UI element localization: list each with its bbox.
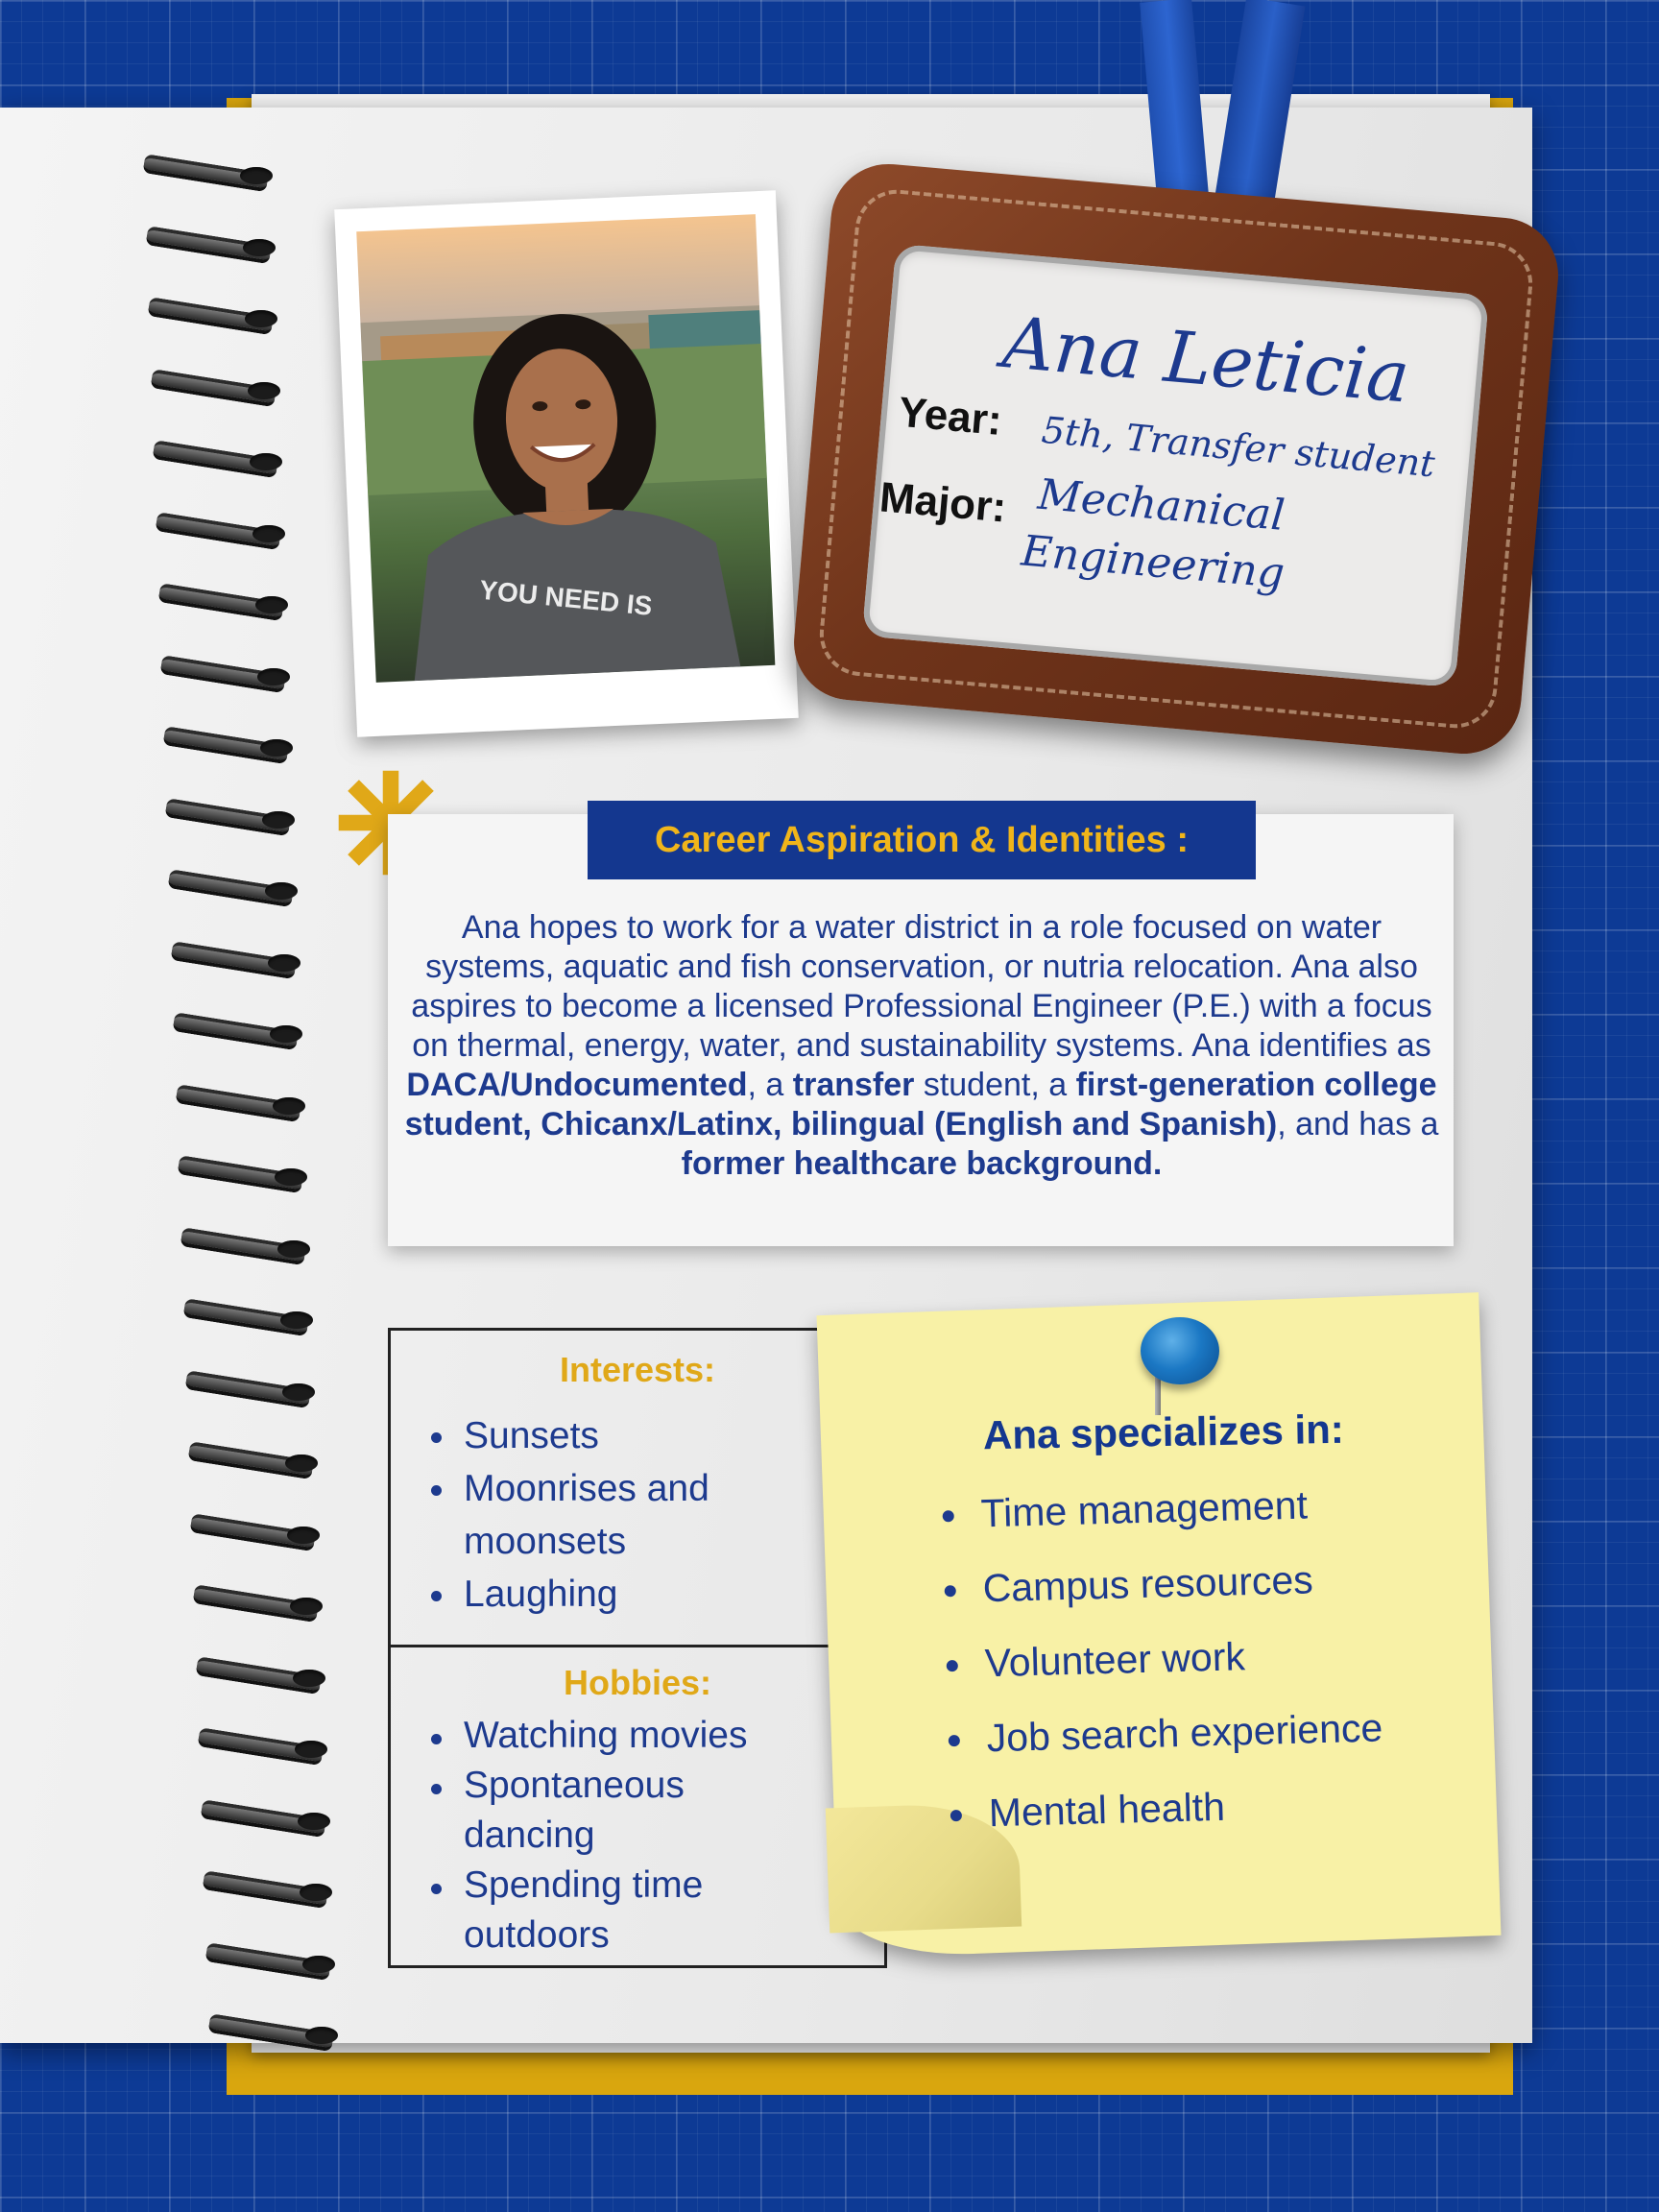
badge-name: Ana Leticia	[999, 301, 1413, 420]
binding-hole	[293, 1670, 325, 1687]
binding-hole	[257, 668, 290, 685]
binding-hole	[287, 1527, 320, 1544]
hobbies-list	[391, 1711, 809, 1960]
binding-hole	[275, 1168, 307, 1186]
identity-transfer: transfer	[792, 1067, 915, 1103]
badge-major-line2: Engineering	[1019, 526, 1286, 599]
binding-hole	[268, 954, 301, 972]
badge-major-label: Major:	[878, 473, 1008, 532]
list-item: Moonrises and moonsets	[464, 1462, 781, 1568]
binding-hole	[282, 1383, 315, 1401]
list-item: Spending time outdoors	[464, 1861, 733, 1960]
list-item: Job search experience	[948, 1700, 1487, 1790]
interests-section	[388, 1328, 887, 1647]
binding-hole	[245, 310, 277, 327]
career-text-part: student, a	[914, 1067, 1076, 1103]
interests-list	[391, 1409, 781, 1621]
specializes-title: Ana specializes in:	[982, 1406, 1345, 1458]
list-item: Campus resources	[944, 1551, 1483, 1640]
binding-hole	[270, 1025, 302, 1043]
list-item: Time management	[942, 1476, 1481, 1565]
identity-healthcare: former healthcare background.	[681, 1145, 1163, 1182]
binding-hole	[265, 882, 298, 900]
career-text-part: , and has a	[1277, 1106, 1439, 1142]
badge-major-line1: Mechanical	[1035, 469, 1287, 541]
binding-hole	[302, 1956, 335, 1973]
specializes-list-wrap	[942, 1476, 1489, 1864]
list-item: Watching movies	[464, 1711, 809, 1761]
hobbies-section	[388, 1645, 887, 1968]
binding-hole	[277, 1240, 310, 1258]
list-item: Volunteer work	[946, 1625, 1485, 1715]
badge-year-label: Year:	[897, 388, 1004, 445]
pushpin-icon	[1141, 1317, 1219, 1384]
binding-hole	[248, 382, 280, 399]
badge-year-value: 5th, Transfer student	[1040, 408, 1437, 486]
binding-hole	[285, 1455, 318, 1472]
list-item: Mental health	[950, 1775, 1489, 1864]
specializes-list	[942, 1476, 1489, 1864]
list-item: Spontaneous dancing	[464, 1761, 713, 1861]
badge-card	[862, 244, 1489, 687]
binding-hole	[260, 739, 293, 757]
portrait-illustration	[356, 214, 775, 683]
binding-hole	[298, 1813, 330, 1830]
profile-photo-frame	[334, 190, 799, 737]
binding-hole	[240, 167, 273, 184]
career-title-bar	[588, 801, 1256, 879]
career-description	[394, 908, 1450, 1184]
shirt-text: YOU NEED IS	[478, 574, 654, 621]
binding-hole	[252, 525, 285, 542]
identity-daca: DACA/Undocumented	[406, 1067, 748, 1103]
career-title: Career Aspiration & Identities :	[654, 820, 1190, 860]
spiral-binding	[0, 0, 326, 2212]
identity-first-gen: first-generation college student, Chicanx/Latinx, bilingual (English and Spanish)	[404, 1067, 1437, 1142]
interests-title: Interests:	[559, 1350, 716, 1389]
binding-hole	[273, 1097, 305, 1115]
list-item: Laughing	[464, 1568, 781, 1621]
binding-hole	[255, 596, 288, 613]
binding-hole	[250, 453, 282, 470]
profile-photo	[356, 214, 775, 683]
binding-hole	[305, 2027, 338, 2044]
binding-hole	[262, 811, 295, 829]
hobbies-title: Hobbies:	[563, 1663, 711, 1702]
binding-hole	[290, 1598, 323, 1615]
binding-hole	[295, 1741, 327, 1758]
binding-hole	[243, 239, 276, 256]
career-text-part: Ana hopes to work for a water district in a role focused on water systems, aquatic and fish conservation, or nutria relocation. Ana also aspires to become a licensed Professional Engineer (P.E.) with a focus on thermal, energy, water, and sustainability systems. Ana identifies as	[411, 909, 1432, 1064]
career-text-part: , a	[747, 1067, 793, 1103]
binding-hole	[280, 1311, 313, 1329]
id-badge	[789, 159, 1563, 758]
list-item: Sunsets	[464, 1409, 781, 1462]
